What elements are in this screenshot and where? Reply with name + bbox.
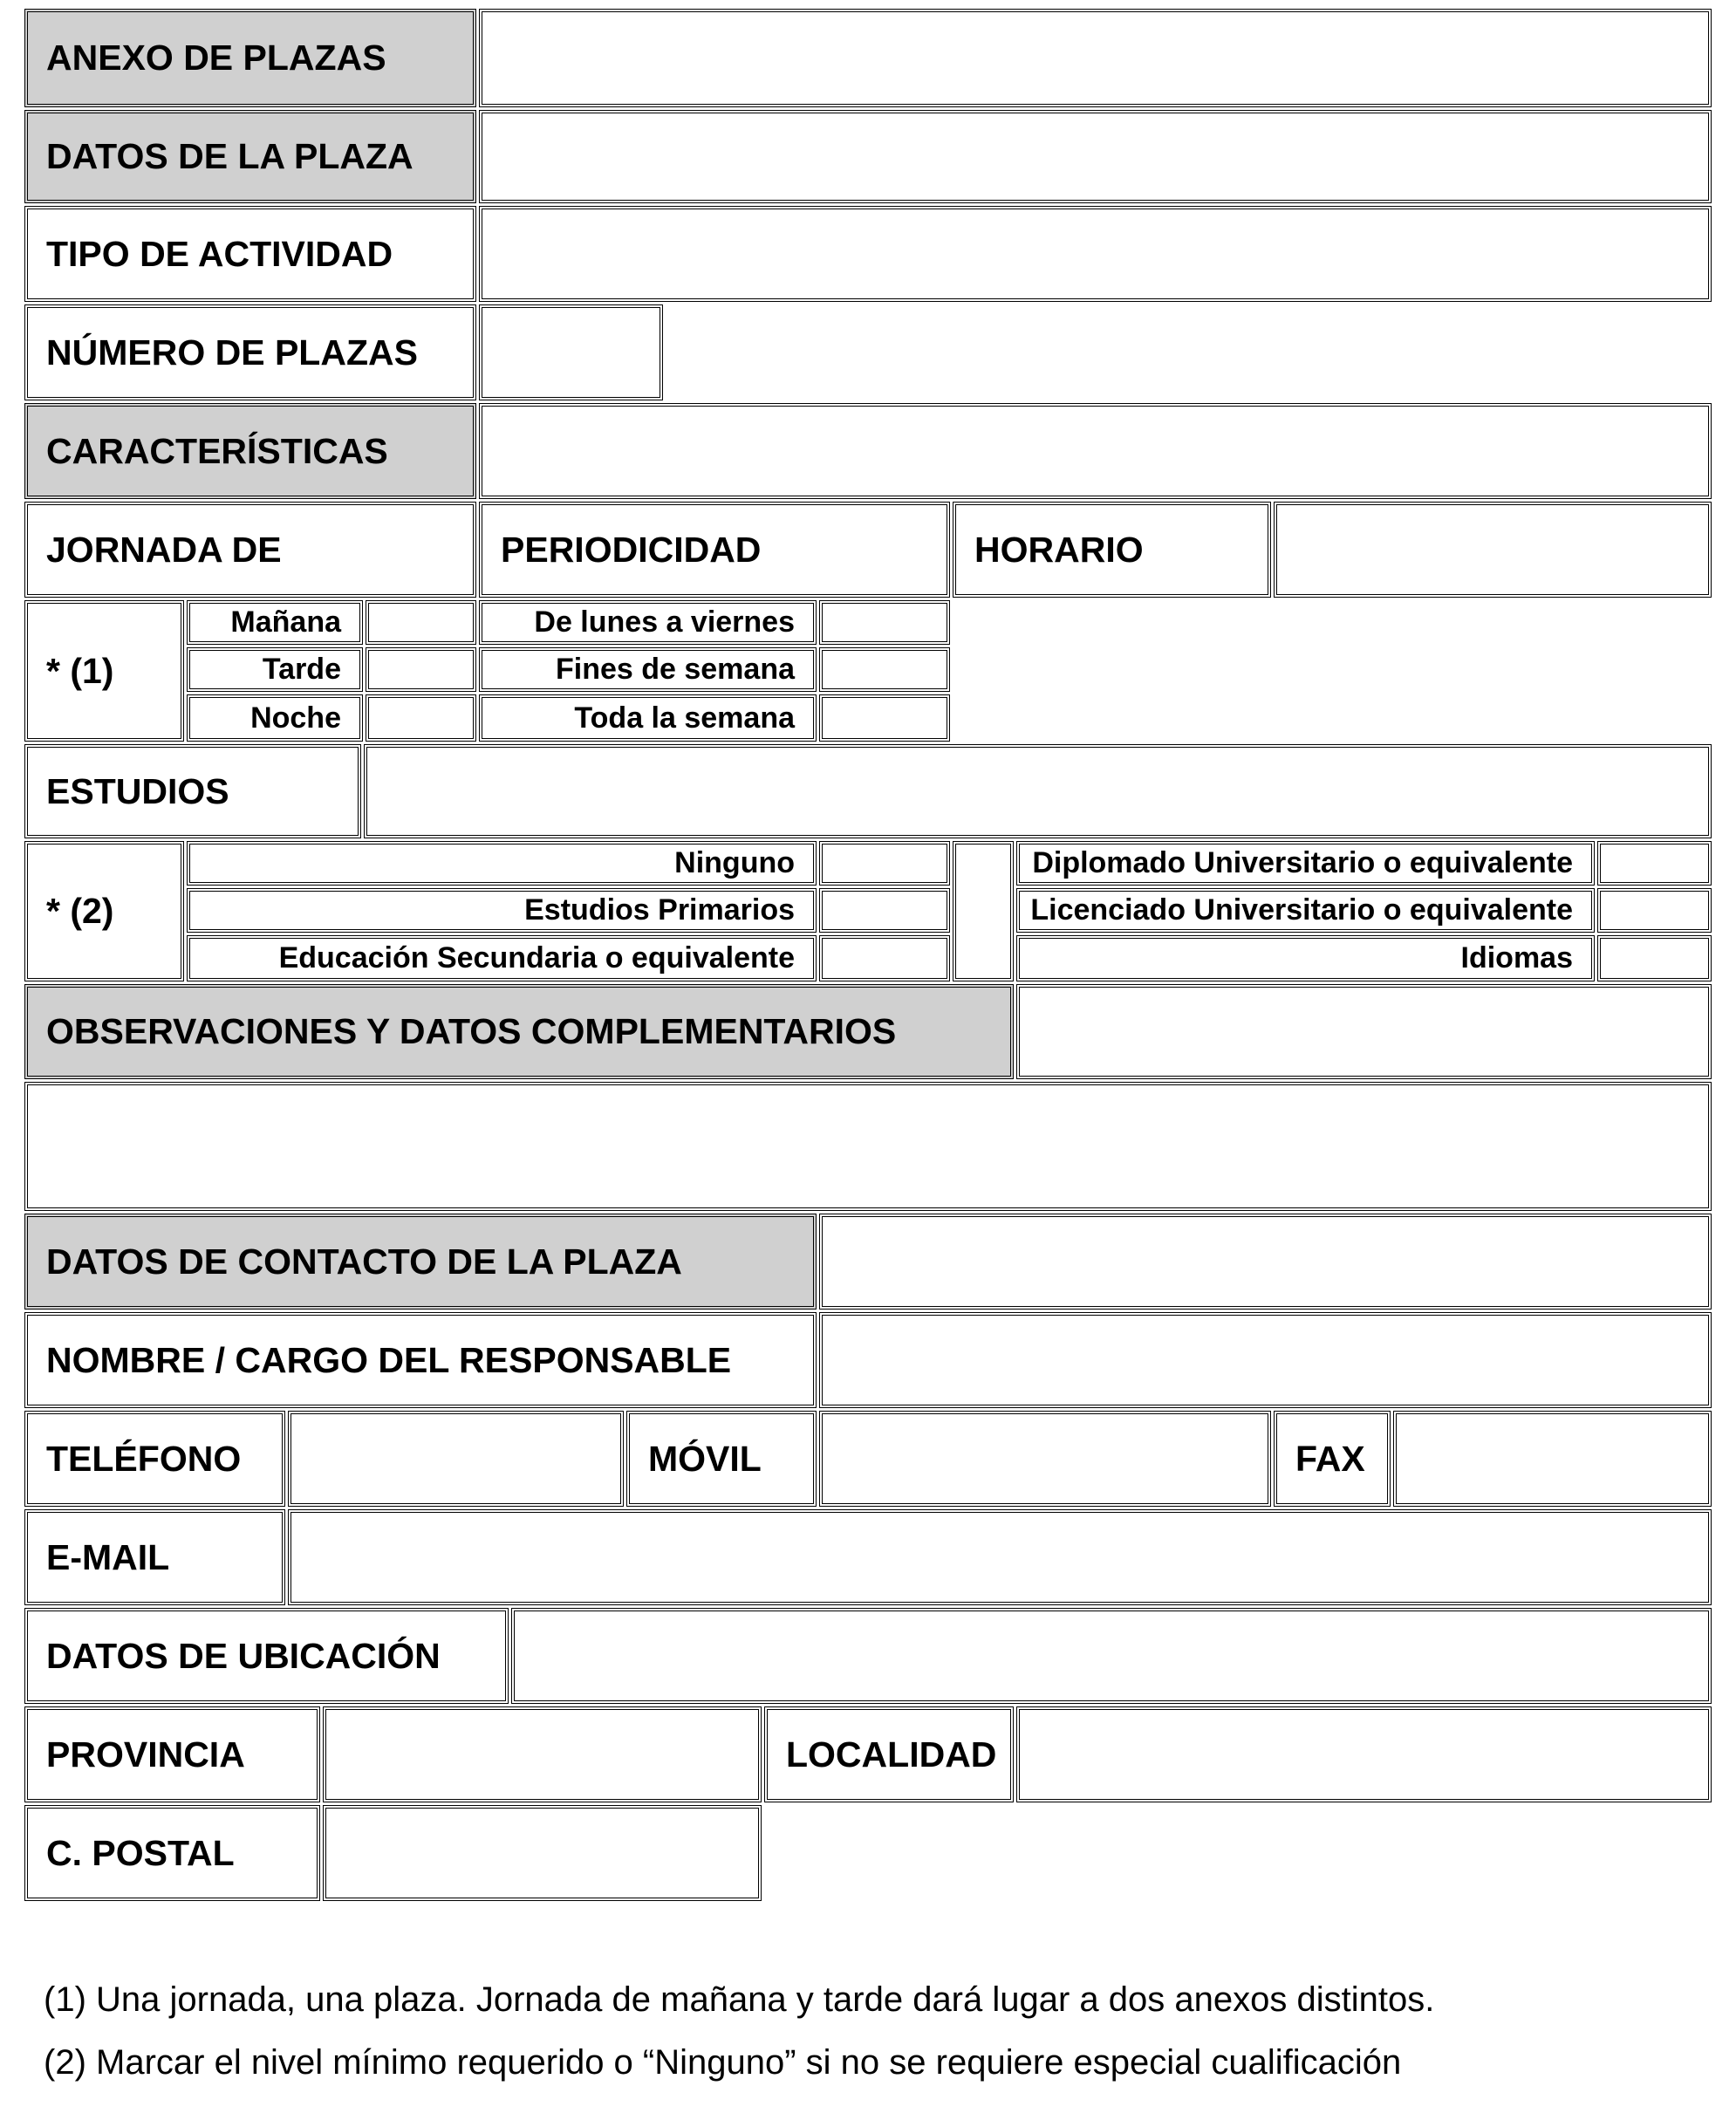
footnote-2: (2) Marcar el nivel mínimo requerido o “Ninguno” si no se requiere especial cualificación: [44, 2043, 1402, 2082]
estudios-marker: * (2): [24, 841, 184, 981]
horario-label: HORARIO: [953, 502, 1271, 598]
numero-plazas-field[interactable]: [479, 304, 663, 400]
tipo-actividad-label: TIPO DE ACTIVIDAD: [24, 206, 476, 302]
turno-label: Mañana: [187, 600, 363, 645]
contacto-label: DATOS DE CONTACTO DE LA PLAZA: [24, 1214, 817, 1310]
contacto-field[interactable]: [819, 1214, 1712, 1310]
fax-field[interactable]: [1393, 1411, 1712, 1507]
datos-plaza-field[interactable]: [479, 110, 1712, 203]
estudio-checkbox-diplomado[interactable]: [1597, 841, 1712, 886]
turno-checkbox-manana[interactable]: [366, 600, 476, 645]
turno-label: Noche: [187, 694, 363, 742]
observaciones-side-field[interactable]: [1016, 984, 1712, 1079]
estudio-label: Licenciado Universitario o equivalente: [1016, 888, 1595, 933]
responsable-label: NOMBRE / CARGO DEL RESPONSABLE: [24, 1312, 817, 1408]
estudio-label: Educación Secundaria o equivalente: [187, 935, 817, 981]
datos-plaza-label: DATOS DE LA PLAZA: [24, 110, 476, 203]
anexo-field[interactable]: [479, 9, 1712, 107]
estudios-label: ESTUDIOS: [24, 744, 361, 838]
periodo-label: De lunes a viernes: [479, 600, 817, 645]
responsable-field[interactable]: [819, 1312, 1712, 1408]
movil-field[interactable]: [819, 1411, 1271, 1507]
turno-checkbox-noche[interactable]: [366, 694, 476, 742]
periodo-checkbox-lunes-viernes[interactable]: [819, 600, 950, 645]
cpostal-label: C. POSTAL: [24, 1805, 320, 1901]
turno-checkbox-tarde[interactable]: [366, 647, 476, 692]
localidad-field[interactable]: [1016, 1706, 1712, 1802]
periodo-checkbox-fines-semana[interactable]: [819, 647, 950, 692]
estudio-checkbox-idiomas[interactable]: [1597, 935, 1712, 981]
localidad-label: LOCALIDAD: [764, 1706, 1014, 1802]
telefono-field[interactable]: [288, 1411, 624, 1507]
email-label: E-MAIL: [24, 1509, 285, 1605]
anexo-label: ANEXO DE PLAZAS: [24, 9, 476, 107]
estudios-spacer: [953, 841, 1014, 981]
observaciones-label: OBSERVACIONES Y DATOS COMPLEMENTARIOS: [24, 984, 1014, 1079]
provincia-field[interactable]: [323, 1706, 762, 1802]
estudio-label: Idiomas: [1016, 935, 1595, 981]
periodo-label: Fines de semana: [479, 647, 817, 692]
jornada-marker: * (1): [24, 600, 184, 742]
caracteristicas-field[interactable]: [479, 403, 1712, 499]
fax-label: FAX: [1274, 1411, 1391, 1507]
estudio-checkbox-licenciado[interactable]: [1597, 888, 1712, 933]
movil-label: MÓVIL: [626, 1411, 817, 1507]
footnote-1: (1) Una jornada, una plaza. Jornada de mañana y tarde dará lugar a dos anexos distintos.: [44, 1980, 1435, 2019]
periodicidad-label: PERIODICIDAD: [479, 502, 950, 598]
observaciones-textarea[interactable]: [24, 1082, 1712, 1211]
provincia-label: PROVINCIA: [24, 1706, 320, 1802]
tipo-actividad-field[interactable]: [479, 206, 1712, 302]
estudio-label: Ninguno: [187, 841, 817, 886]
estudio-label: Diplomado Universitario o equivalente: [1016, 841, 1595, 886]
estudio-checkbox-secundaria[interactable]: [819, 935, 950, 981]
periodo-label: Toda la semana: [479, 694, 817, 742]
cpostal-field[interactable]: [323, 1805, 762, 1901]
caracteristicas-label: CARACTERÍSTICAS: [24, 403, 476, 499]
email-field[interactable]: [288, 1509, 1712, 1605]
ubicacion-label: DATOS DE UBICACIÓN: [24, 1608, 509, 1704]
telefono-label: TELÉFONO: [24, 1411, 285, 1507]
estudio-checkbox-ninguno[interactable]: [819, 841, 950, 886]
jornada-label: JORNADA DE: [24, 502, 476, 598]
ubicacion-field[interactable]: [511, 1608, 1712, 1704]
horario-field[interactable]: [1274, 502, 1712, 598]
estudio-checkbox-primarios[interactable]: [819, 888, 950, 933]
turno-label: Tarde: [187, 647, 363, 692]
periodo-checkbox-toda-semana[interactable]: [819, 694, 950, 742]
numero-plazas-label: NÚMERO DE PLAZAS: [24, 304, 476, 400]
estudios-field[interactable]: [364, 744, 1712, 838]
estudio-label: Estudios Primarios: [187, 888, 817, 933]
